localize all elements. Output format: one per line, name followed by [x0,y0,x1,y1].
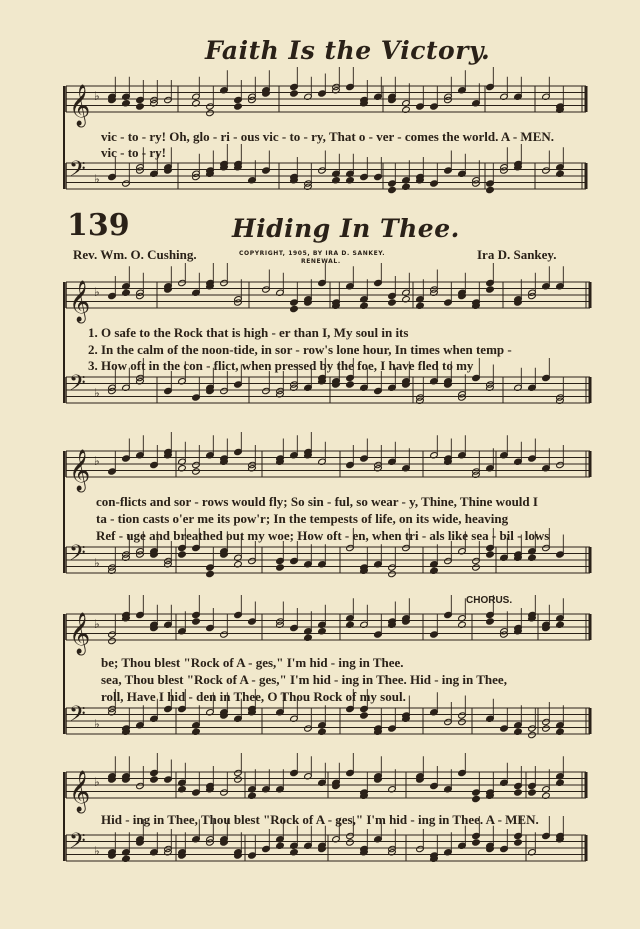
bass-clef: 𝄢 [69,371,86,401]
note-head [346,381,355,388]
hymn-title-faith: Faith Is the Victory. [205,36,491,65]
lyric-chorus: Hid - ing in Thee, Thou blest "Rock of A - ges," I'm hid - ing in Thee. A - MEN. [101,812,539,827]
note-head [486,286,495,293]
note-head [108,637,117,644]
note-head [206,109,215,116]
note-head [388,299,397,306]
treble-clef: 𝄞 [69,85,91,126]
flat-sign: ♭ [94,89,100,103]
flat-sign: ♭ [94,172,100,186]
note-head [360,712,369,719]
note-head [290,90,299,97]
note-head [290,305,299,312]
note-head [472,564,481,571]
lyric-verse-3: 3. How oft in the con - flict, when pressed by the foe, I have fled to my [88,358,474,373]
lyric-line: vic - to - ry! Oh, glo - ri - ous vic - to - ry, That o - ver - comes the world. A - MEN. [101,129,555,144]
hymn-number: 139 [67,208,130,243]
note-head [192,468,201,475]
note-head [486,186,495,193]
flat-sign: ♭ [94,844,100,858]
note-head [542,725,551,732]
note-head [234,776,243,783]
flat-sign: ♭ [94,285,100,299]
note-head [458,718,467,725]
lyric-verse-1: 1. O safe to the Rock that is high - er than I, My soul in its [88,325,409,340]
lyric-line: vic - to - ry! [101,145,166,160]
note-head [388,186,397,193]
bass-clef: 𝄢 [69,541,86,571]
lyric-verse-1: con-flicts and sor - rows would fly; So sin - ful, so wear - y, Thine, Thine would I [96,494,538,509]
copyright-notice: COPYRIGHT, 1905, BY IRA D. SANKEY. [239,250,386,257]
note-head [472,795,481,802]
copyright-renewal: RENEWAL. [301,258,341,265]
note-head [206,570,215,577]
note-head [528,789,537,796]
note-head [514,839,523,846]
lyric-verse-2: 2. In the calm of the noon-tide, in sor - row's lone hour, In times when temp - [88,342,512,357]
note-head [234,103,243,110]
flat-sign: ♭ [94,454,100,468]
note-head [486,618,495,625]
composer-credit: Ira D. Sankey. [477,247,557,262]
lyric-verse-3: roll, Have I hid - den in Thee, O Thou Rock of my soul. [101,689,406,704]
note-head [514,789,523,796]
lyric-verse-2: ta - tion casts o'er me its pow'r; In the tempests of life, on its wide, heaving [96,511,509,526]
note-head [178,551,187,558]
note-head [192,618,201,625]
note-head [150,776,159,783]
note-head [472,839,481,846]
flat-sign: ♭ [94,386,100,400]
note-head [136,103,145,110]
note-head [388,570,397,577]
author-credit: Rev. Wm. O. Cushing. [73,247,197,262]
treble-clef: 𝄞 [69,771,91,812]
flat-sign: ♭ [94,556,100,570]
treble-clef: 𝄞 [69,613,91,654]
treble-clef: 𝄞 [69,450,91,491]
bass-clef: 𝄢 [69,702,86,732]
chorus-label: CHORUS. [466,595,513,606]
lyric-verse-2: sea, Thou blest "Rock of A - ges," I'm hid - ing in Thee. Hid - ing in Thee, [101,672,507,687]
flat-sign: ♭ [94,717,100,731]
bass-clef: 𝄢 [69,157,86,187]
note-head [528,731,537,738]
treble-clef: 𝄞 [69,281,91,322]
note-head [346,839,355,846]
lyric-verse-3: Ref - uge and breathed out my woe; How oft - en, when tri - als like sea - bil - lows [96,528,550,543]
bass-clef: 𝄢 [69,829,86,859]
flat-sign: ♭ [94,775,100,789]
lyric-verse-1: be; Thou blest "Rock of A - ges," I'm hid - ing in Thee. [101,655,404,670]
note-head [486,551,495,558]
flat-sign: ♭ [94,617,100,631]
hymn-title: Hiding In Thee. [232,214,460,243]
note-head [276,564,285,571]
